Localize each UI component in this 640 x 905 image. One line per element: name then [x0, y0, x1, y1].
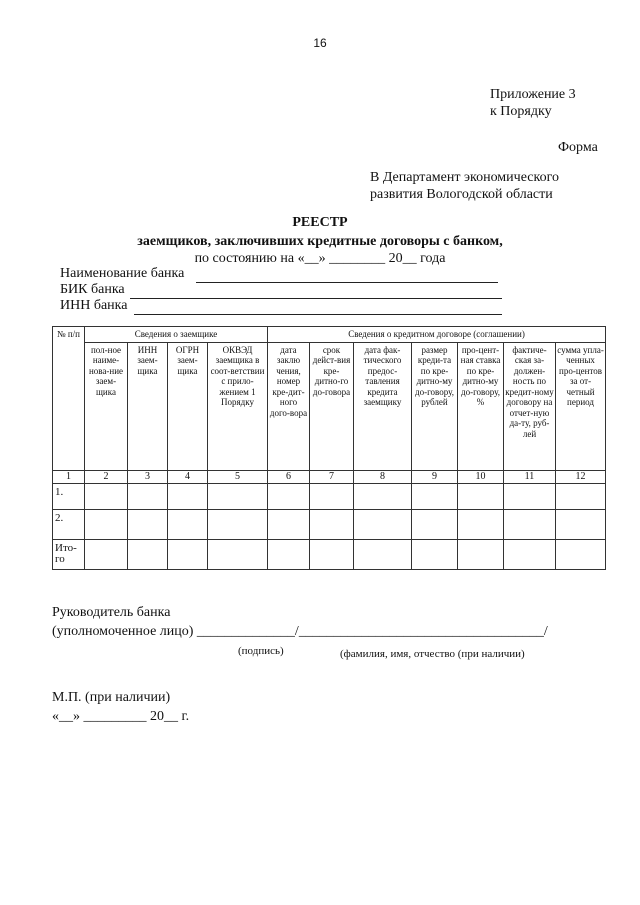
- contract-group-header: Сведения о кредитном договоре (соглашении): [268, 327, 606, 343]
- table-cell[interactable]: [268, 484, 310, 510]
- addressee-line1: В Департамент экономического: [370, 170, 559, 185]
- row-label-total: Ито-го: [53, 540, 85, 570]
- table-cell[interactable]: [85, 484, 128, 510]
- bank-inn-label: ИНН банка: [60, 298, 128, 313]
- table-cell[interactable]: [168, 510, 208, 540]
- bank-name-label: Наименование банка: [60, 266, 185, 281]
- table-cell[interactable]: [128, 484, 168, 510]
- col-num-7: 7: [310, 470, 354, 484]
- document-subtitle: заемщиков, заключивших кредитные договоры с банком,: [137, 234, 503, 249]
- table-row: [53, 484, 606, 510]
- table-cell[interactable]: [208, 484, 268, 510]
- page-number: 16: [313, 36, 327, 50]
- table-cell[interactable]: [556, 510, 606, 540]
- stamp-date: «__» _________ 20__ г.: [52, 709, 190, 724]
- as-of-date: по состоянию на «__» ________ 20__ года: [194, 251, 446, 266]
- borrower-group-header: Сведения о заемщике: [85, 327, 268, 343]
- col-interest-rate: про-цент-ная ставка по кре-дитно-му до-говору, %: [458, 342, 504, 470]
- col-num-3: 3: [128, 470, 168, 484]
- table-cell[interactable]: [168, 540, 208, 570]
- col-num-9: 9: [412, 470, 458, 484]
- table-cell[interactable]: [412, 510, 458, 540]
- col-num-1: 1: [53, 470, 85, 484]
- row-label: 2.: [53, 510, 85, 540]
- table-cell[interactable]: [310, 484, 354, 510]
- table-cell[interactable]: [354, 510, 412, 540]
- col-credit-issue-date: дата фак-тического предос-тавления кредита заемщику: [354, 342, 412, 470]
- col-interest-paid: сумма упла-ченных про-центов за от-четный период: [556, 342, 606, 470]
- table-cell[interactable]: [412, 540, 458, 570]
- table-cell[interactable]: [168, 484, 208, 510]
- col-num-12: 12: [556, 470, 606, 484]
- table-cell[interactable]: [412, 484, 458, 510]
- table-cell[interactable]: [268, 510, 310, 540]
- addressee-line2: развития Вологодской области: [370, 187, 553, 202]
- col-borrower-name: пол-ное наиме-нова-ние заем-щика: [85, 342, 128, 470]
- bank-inn-field[interactable]: [134, 300, 502, 315]
- table-cell[interactable]: [128, 510, 168, 540]
- bank-name-field[interactable]: [196, 268, 498, 283]
- appendix-line2: к Порядку: [490, 104, 552, 119]
- col-number-header: № п/п: [53, 327, 85, 471]
- table-cell[interactable]: [208, 540, 268, 570]
- col-num-6: 6: [268, 470, 310, 484]
- signature-caption-name: (фамилия, имя, отчество (при наличии): [340, 648, 525, 660]
- table-cell[interactable]: [504, 484, 556, 510]
- table-cell[interactable]: [354, 484, 412, 510]
- appendix-line1: Приложение 3: [490, 87, 576, 102]
- table-cell[interactable]: [128, 540, 168, 570]
- col-contract-date: дата заклю чения, номер кре-дит-ного дого-вора: [268, 342, 310, 470]
- table-cell[interactable]: [85, 510, 128, 540]
- table-cell[interactable]: [556, 484, 606, 510]
- col-num-11: 11: [504, 470, 556, 484]
- table-cell[interactable]: [354, 540, 412, 570]
- col-num-5: 5: [208, 470, 268, 484]
- col-borrower-ogrn: ОГРН заем-щика: [168, 342, 208, 470]
- table-cell[interactable]: [85, 540, 128, 570]
- col-contract-term: срок дейст-вия кре-дитно-го до-говора: [310, 342, 354, 470]
- col-credit-amount: размер креди-та по кре-дитно-му до-говору, рублей: [412, 342, 458, 470]
- signature-line: (уполномоченное лицо) ______________/___________________________________/: [52, 624, 548, 639]
- col-borrower-okved: ОКВЭД заемщика в соот-ветствии с прило-жением 1 Порядку: [208, 342, 268, 470]
- form-label: Форма: [558, 140, 598, 155]
- table-cell[interactable]: [458, 510, 504, 540]
- table-cell[interactable]: [268, 540, 310, 570]
- table-cell[interactable]: [310, 510, 354, 540]
- signature-caption-sign: (подпись): [238, 645, 284, 657]
- table-row-total: [53, 540, 606, 570]
- registry-table: [52, 326, 606, 570]
- bank-bik-label: БИК банка: [60, 282, 125, 297]
- signature-title: Руководитель банка: [52, 605, 171, 620]
- stamp-label: М.П. (при наличии): [52, 690, 171, 705]
- col-num-10: 10: [458, 470, 504, 484]
- col-num-8: 8: [354, 470, 412, 484]
- table-cell[interactable]: [504, 540, 556, 570]
- document-title: РЕЕСТР: [292, 215, 348, 230]
- table-row: [53, 510, 606, 540]
- bank-bik-field[interactable]: [130, 284, 502, 299]
- table-cell[interactable]: [458, 540, 504, 570]
- table-cell[interactable]: [458, 484, 504, 510]
- col-actual-debt: фактиче-ская за-должен-ность по кредит-ному договору на отчет-ную да-ту, руб-лей: [504, 342, 556, 470]
- col-num-4: 4: [168, 470, 208, 484]
- table-cell[interactable]: [556, 540, 606, 570]
- table-cell[interactable]: [310, 540, 354, 570]
- row-label: 1.: [53, 484, 85, 510]
- col-borrower-inn: ИНН заем-щика: [128, 342, 168, 470]
- col-num-2: 2: [85, 470, 128, 484]
- table-cell[interactable]: [208, 510, 268, 540]
- table-cell[interactable]: [504, 510, 556, 540]
